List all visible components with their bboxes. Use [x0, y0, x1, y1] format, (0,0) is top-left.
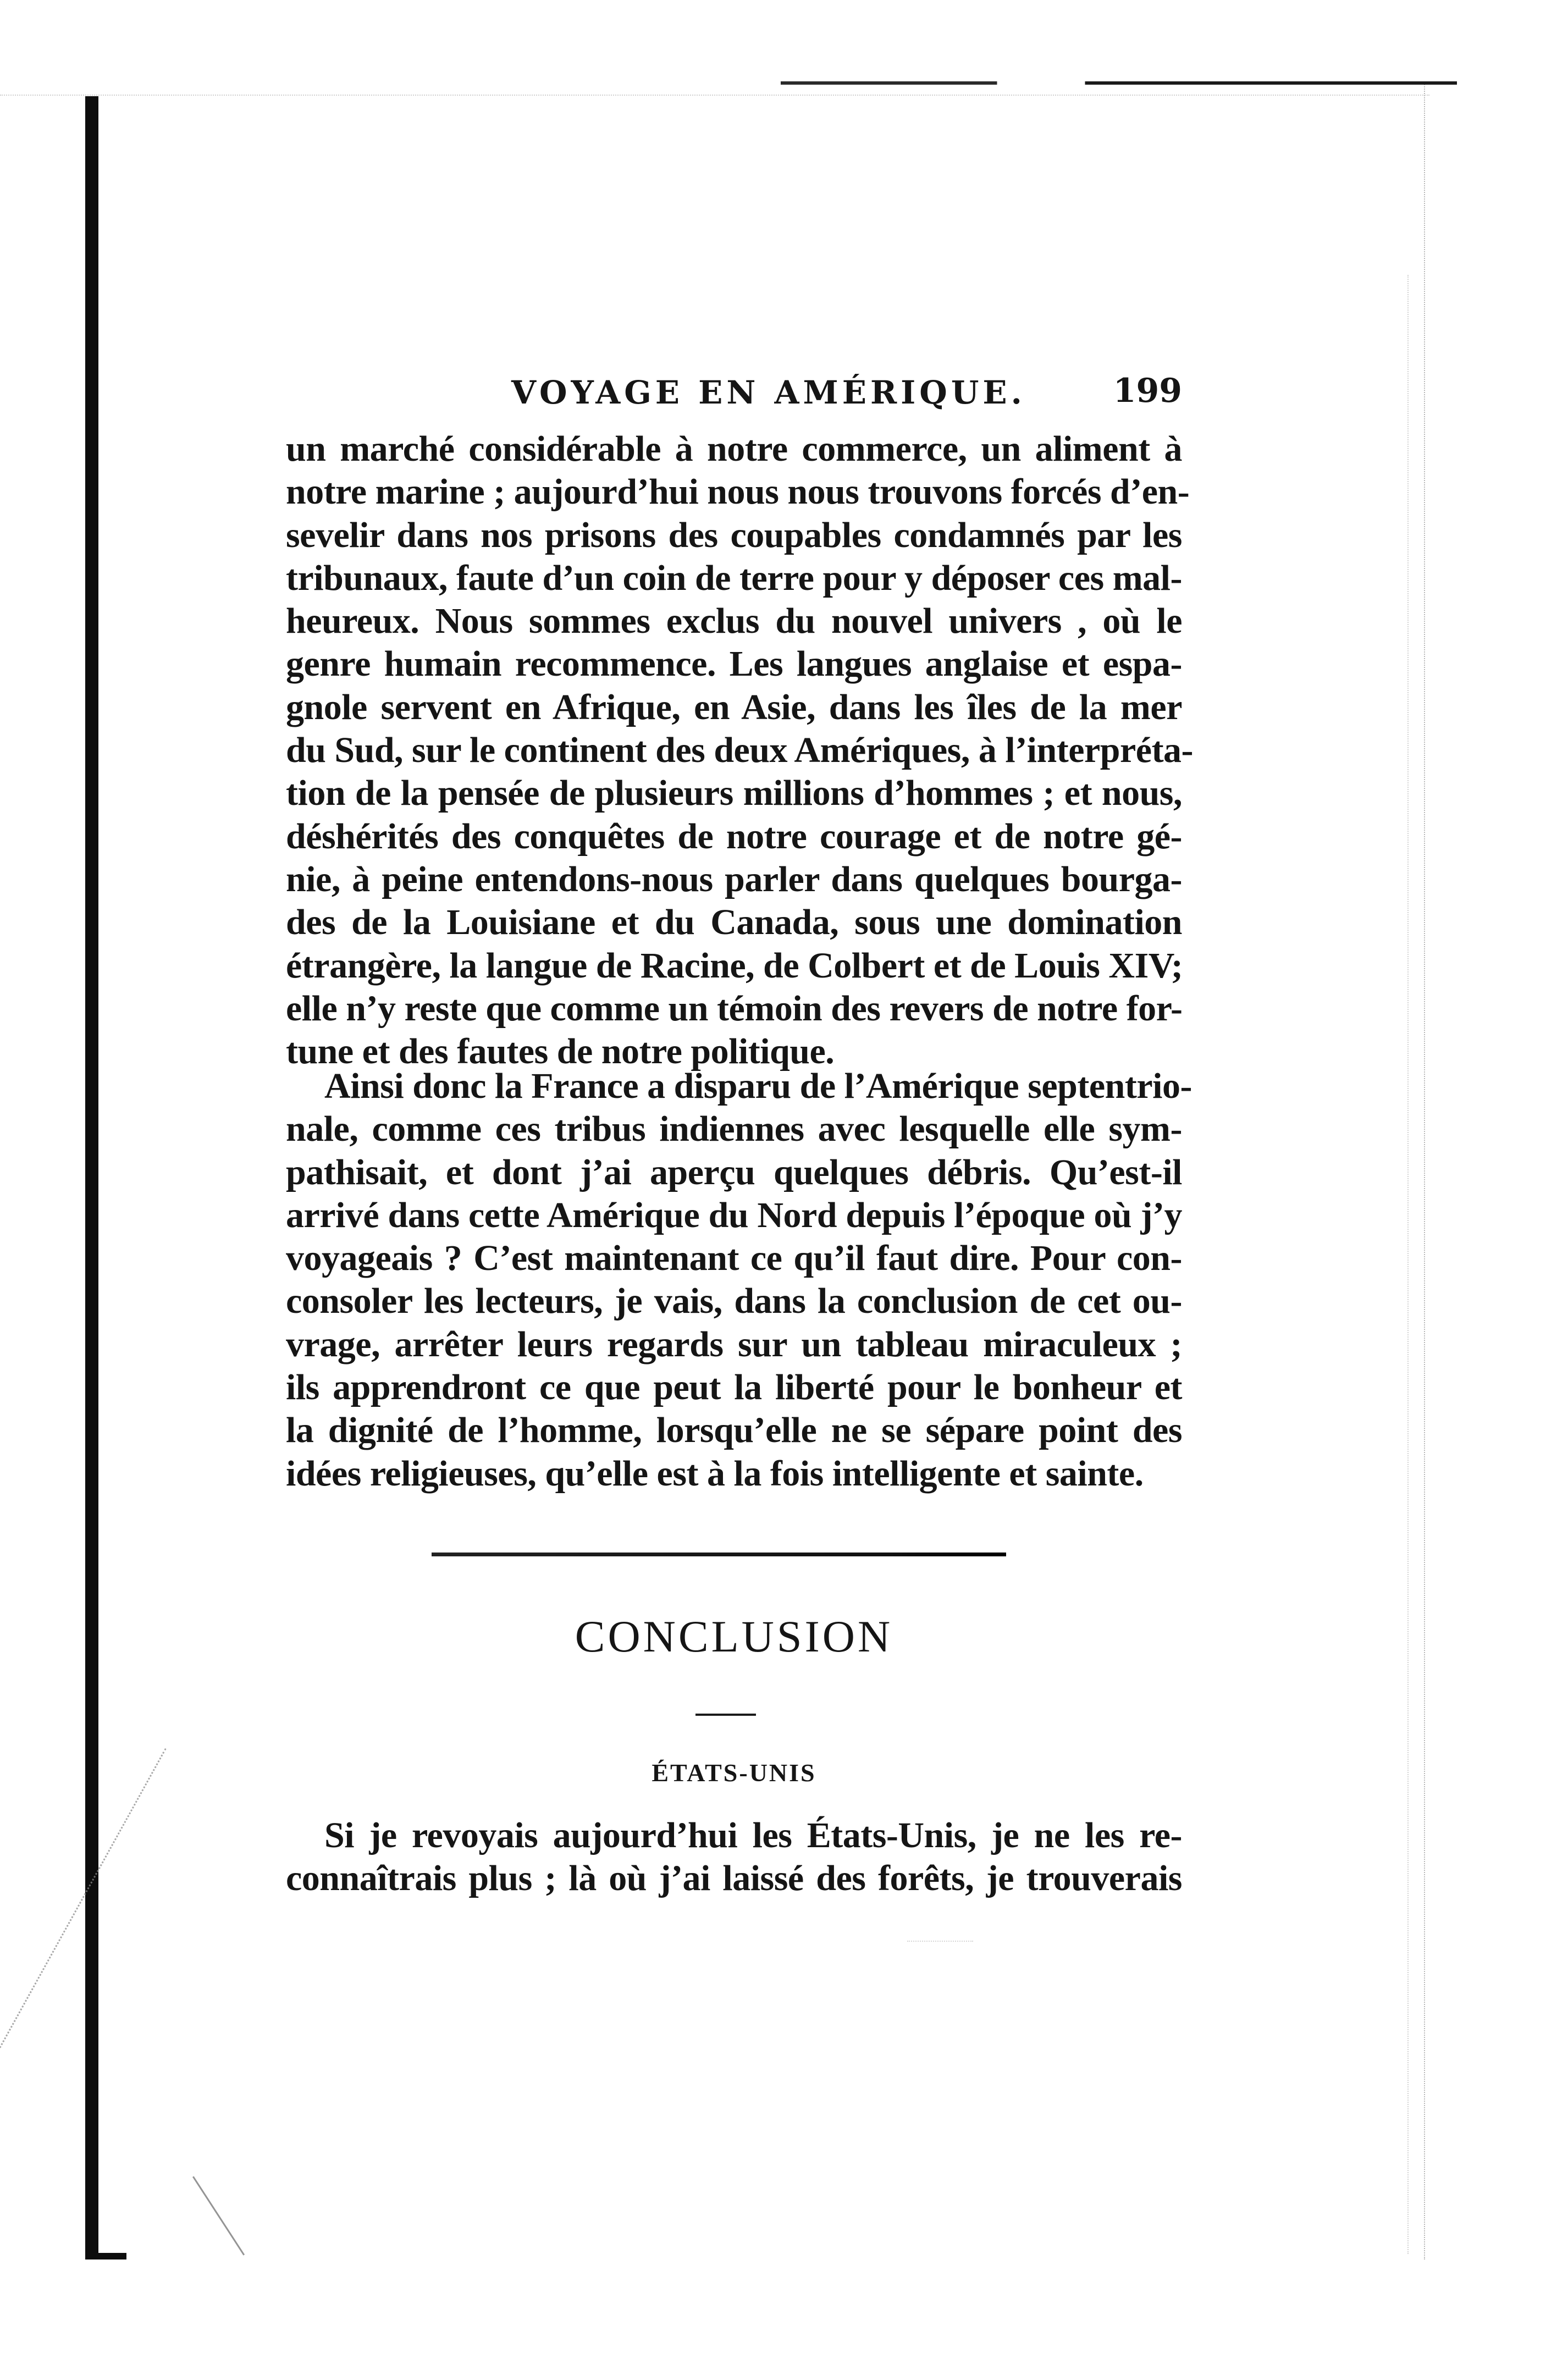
paragraph-1	[286, 428, 1194, 1073]
paragraph-2	[286, 1065, 1192, 1495]
text-line: étrangère, la langue de Racine, de Colbert et de Louis XIV;	[286, 945, 1183, 986]
text-line: un marché considérable à notre commerce, un aliment à	[286, 429, 1182, 469]
paper-crease	[0, 1748, 168, 2145]
text-line: la dignité de l’homme, lorsqu’elle ne se sépare point des	[286, 1410, 1182, 1451]
paragraph-3	[286, 1814, 1182, 1901]
scan-top-rule	[781, 81, 1457, 85]
text-line: arrivé dans cette Amérique du Nord depuis l’époque où j’y	[286, 1195, 1182, 1235]
text-line: nale, comme ces tribus indiennes avec lesquelle elle sym-	[286, 1109, 1182, 1150]
text-line: vrage, arrêter leurs regards sur un tableau miraculeux ;	[286, 1324, 1182, 1364]
page-number: 199	[1113, 372, 1182, 410]
page-edge-marks-inner	[1407, 275, 1411, 2254]
binding-shadow	[85, 96, 98, 2259]
text-line: idées religieuses, qu’elle est à la fois intelligente et sainte.	[286, 1453, 1144, 1494]
text-line: voyageais ? C’est maintenant ce qu’il faut dire. Pour con-	[286, 1238, 1182, 1279]
page-edge-marks	[1424, 82, 1428, 2259]
text-line: connaîtrais plus ; là où j’ai laissé des forêts, je trouverais	[286, 1858, 1182, 1899]
text-line: genre humain recommence. Les langues anglaise et espa-	[286, 644, 1182, 684]
text-line: déshérités des conquêtes de notre courage et de notre gé-	[286, 816, 1182, 857]
scan-top-dots	[0, 95, 1429, 97]
text-line: pathisait, et dont j’ai aperçu quelques débris. Qu’est-il	[286, 1152, 1182, 1192]
section-title: CONCLUSION	[575, 1611, 893, 1661]
text-line: Ainsi donc la France a disparu de l’Amérique septentrio-	[324, 1066, 1192, 1106]
text-line: tune et des fautes de notre politique.	[286, 1031, 835, 1072]
text-line: Si je revoyais aujourd’hui les États-Unis, je ne les re-	[324, 1815, 1182, 1855]
text-line: notre marine ; aujourd’hui nous nous trouvons forcés d’en-	[286, 472, 1190, 512]
text-line: elle n’y reste que comme un témoin des revers de notre for-	[286, 988, 1183, 1029]
text-line: nie, à peine entendons-nous parler dans quelques bourga-	[286, 859, 1182, 899]
text-line: des de la Louisiane et du Canada, sous une domination	[286, 902, 1182, 943]
text-line: heureux. Nous sommes exclus du nouvel univers , où le	[286, 601, 1182, 642]
text-line: sevelir dans nos prisons des coupables condamnés par les	[286, 515, 1182, 555]
text-line: gnole servent en Afrique, en Asie, dans les îles de la mer	[286, 687, 1182, 727]
title-underline	[695, 1714, 756, 1716]
running-header-title: VOYAGE EN AMÉRIQUE.	[511, 374, 1026, 411]
running-header	[286, 374, 1182, 418]
text-line: du Sud, sur le continent des deux Amériques, à l’interpréta-	[286, 730, 1194, 771]
text-line: consoler les lecteurs, je vais, dans la conclusion de cet ou-	[286, 1281, 1182, 1322]
binding-shadow-foot	[93, 2253, 126, 2259]
section-subtitle: ÉTATS-UNIS	[652, 1759, 816, 1787]
text-line: ils apprendront ce que peut la liberté pour le bonheur et	[286, 1367, 1182, 1408]
paper-crease-tail	[192, 2176, 245, 2255]
text-line: tribunaux, faute d’un coin de terre pour y déposer ces mal-	[286, 557, 1182, 598]
text-line: tion de la pensée de plusieurs millions d’hommes ; et nous,	[286, 773, 1182, 814]
scan-specks	[907, 1919, 973, 1942]
section-divider	[432, 1553, 1006, 1556]
